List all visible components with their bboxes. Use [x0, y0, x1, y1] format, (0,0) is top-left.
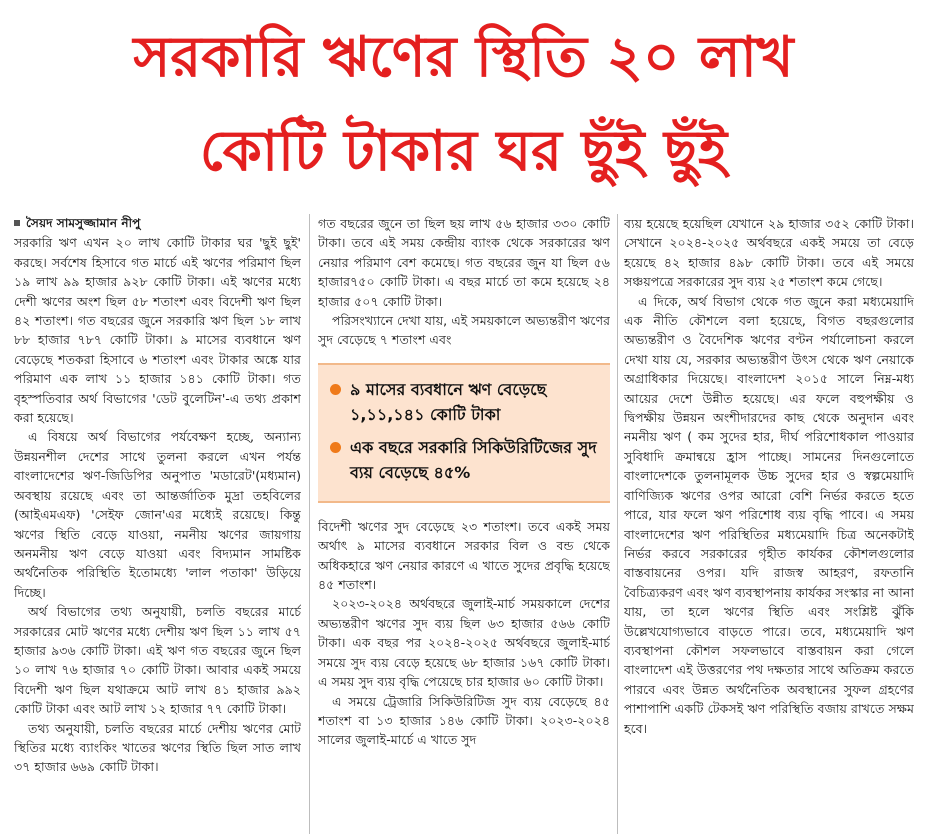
- paragraph: সরকারি ঋণ এখন ২০ লাখ কোটি টাকার ঘর 'ছুই ছুই' করছে। সর্বশেষ হিসাবে গত মার্চে এই ঋণের পরিমাণ ছিল ১৯ লাখ ৯৯ হাজার ৯২৮ কোটি টাকা। এই ঋণের মধ্যে দেশী ঋণের অংশ ছিল ৫৮ শতাংশ এবং বিদেশী ঋণ ছিল ৪২ শতাংশ। গত বছরের জুনে সরকারি ঋণ ছিল ১৮ লাখ ৮৮ হাজার ৭৮৭ কোটি টাকা। ৯ মাসের ব্যবধানে ঋণ বেড়েছে শতকরা হিসাবে ৬ শতাংশ এবং টাকার অঙ্কে যার পরিমাণ এক লাখ ১১ হাজার ১৪১ কোটি টাকা। গত বৃহস্পতিবার অর্থ বিভাগের 'ডেট বুলেটিন'-এ তথ্য প্রকাশ করা হয়েছে।: [14, 235, 301, 426]
- paragraph: ২০২৩-২০২৪ অর্থবছরে জুলাই-মার্চ সময়কালে দেশের অভ্যন্তরীণ ঋণের সুদ ব্যয় ছিল ৬৩ হাজার ৫৬৬ কোটি টাকা। এক বছর পর ২০২৪-২০২৫ অর্থবছরে জুলাই-মার্চ সময়ে সুদ ব্যয় বেড়ে হয়েছে ৬৮ হাজার ১৬৭ কোটি টাকা। এ সময় সুদ ব্যয় বৃদ্ধি পেয়েছে চার হাজার ৬০ কোটি টাকা।: [318, 596, 610, 690]
- column-divider: [617, 214, 618, 834]
- paragraph: ব্যয় হয়েছে হয়েছিল যেখানে ২৯ হাজার ৩৫২ কোটি টাকা। সেখানে ২০২৪-২০২৫ অর্থবছরে একই সময়ে তা বেড়ে হয়েছে ৪২ হাজার ৪৯৮ কোটি টাকা। তবে এই সময়ে সঞ্চয়পত্রে সরকারের সুদ ব্যয় ২৫ শতাংশ কমে গেছে।: [624, 216, 914, 290]
- headline-line-1: সরকারি ঋণের স্থিতি ২০ লাখ: [133, 25, 794, 90]
- byline: [14, 214, 301, 233]
- paragraph: এ দিকে, অর্থ বিভাগ থেকে গত জুনে করা মধ্যমেয়াদি এক নীতি কৌশলে বলা হয়েছে, বিগত বছরগুলোর অভ্যন্তরীণ ও বৈদেশিক ঋণের বণ্টন পর্যালোচনা করলে দেখা যায় যে, সরকার অভ্যন্তরীণ উৎস থেকে ঋণ নেয়াকে অগ্রাধিকার দিয়েছে। বাংলাদেশ ২০১৫ সালে নিম্ন-মধ্য আয়ের দেশে উন্নীত হয়েছে। এর ফলে বহুপক্ষীয় ও দ্বিপক্ষীয় উন্নয়ন অংশীদারদের কাছ থেকে অনুদান এবং নমনীয় ঋণ ( কম সুদের হার, দীর্ঘ পরিশোধকাল পাওয়ার সুবিধাদি ক্রমান্বয়ে হ্রাস পাচ্ছে। সামনের দিনগুলোতে বাংলাদেশকে তুলনামূলক উচ্চ সুদের হার ও স্বল্পমেয়াদি বাণিজ্যিক ঋণের ওপর আরো বেশি নির্ভর করতে হতে পারে, যার ফলে ঋণ পরিশোধ ব্যয় বৃদ্ধি পাবে। এ সময় বাংলাদেশের ঋণ পরিস্থিতির মধ্যমেয়াদি চিত্র অনেকটাই নির্ভর করবে সরকারের গৃহীত কার্যকর কৌশলগুলোর বাস্তবায়নের ওপর। যদি রাজস্ব আহরণ, রফতানি বৈচিত্র্যকরণ এবং ঋণ ব্যবস্থাপনায় কার্যকর সংস্কার না আনা যায়, তা হলে ঋণের স্থিতি এবং সংশ্লিষ্ট ঝুঁকি উল্লেখযোগ্যভাবে বাড়তে পারে। তবে, মধ্যমেয়াদি ঋণ ব্যবস্থাপনা কৌশল সফলভাবে বাস্তবায়ন করা গেলে বাংলাদেশ এই উত্তরণের পথ দক্ষতার সাথে অতিক্রম করতে পারবে এবং উন্নত অর্থনৈতিক অবস্থানের সুফল গ্রহণের পাশাপাশি একটি টেকসই ঋণ পরিস্থিতি বজায় রাখতে সক্ষম হবে।: [624, 293, 914, 736]
- bullet-dot-icon: [330, 442, 341, 453]
- paragraph: অর্থ বিভাগের তথ্য অনুযায়ী, চলতি বছরের মার্চে সরকারের মোট ঋণের মধ্যে দেশীয় ঋণ ছিল ১১ লাখ ৫৭ হাজার ৯৩৬ কোটি টাকা। এই ঋণ গত বছরের জুনে ছিল ১০ লাখ ৭৬ হাজার ৭০ কোটি টাকা। আবার একই সময়ে বিদেশী ঋণ ছিল যথাক্রমে আট লাখ ৪১ হাজার ৯৯২ কোটি টাকা এবং আট লাখ ১২ হাজার ৭৭ কোটি টাকা।: [14, 604, 301, 717]
- byline-author: সৈয়দ সামসুজ্জামান নীপু: [26, 216, 141, 230]
- callout-item: [326, 435, 602, 485]
- headline-line-2: কোটি টাকার ঘর ছুঁই ছুঁই: [199, 119, 728, 184]
- paragraph: তথ্য অনুযায়ী, চলতি বছরের মার্চে দেশীয় ঋণের মোট স্থিতির মধ্যে ব্যাংকিং খাতের ঋণের স্থিতি ছিল সাত লাখ ৩৭ হাজার ৬৬৯ কোটি টাকা।: [14, 720, 301, 775]
- callout-text: এক বছরে সরকারি সিকিউরিটিজের সুদ ব্যয় বেড়েছে ৪৫%: [350, 437, 597, 482]
- column-divider: [309, 214, 310, 834]
- bullet-dot-icon: [330, 384, 341, 395]
- highlight-callout: [318, 363, 610, 503]
- paragraph: বিদেশী ঋণের সুদ বেড়েছে ২৩ শতাংশ। তবে একই সময় অর্থাৎ ৯ মাসের ব্যবধানে সরকার বিল ও বন্ড থেকে অধিকহারে ঋণ নেয়ার কারণে এ খাতে সুদের প্রবৃদ্ধি হয়েছে ৪৫ শতাংশ।: [318, 518, 610, 593]
- paragraph: এ বিষয়ে অর্থ বিভাগের পর্যবেক্ষণ হচ্ছে, অন্যান্য উন্নয়নশীল দেশের সাথে তুলনা করলে এখন পর্যন্ত বাংলাদেশের ঋণ-জিডিপির অনুপাত 'মডারেট'(মধ্যমান) অবস্থায় রয়েছে এবং তা আন্তর্জাতিক মুদ্রা তহবিলের (আইএমএফ) 'সেইফ জোন'এর মধ্যেই রয়েছে। কিন্তু ঋণের স্থিতি বেড়ে যাওয়া, নমনীয় ঋণের জায়গায় অনমনীয় ঋণ বেড়ে যাওয়া এবং বিদ্যমান সামষ্টিক অর্থনৈতিক পরিস্থিতি ইতোমধ্যে 'লাল পতাকা' উড়িয়ে দিচ্ছে।: [14, 429, 301, 600]
- column-2: [318, 214, 610, 836]
- paragraph: পরিসংখ্যানে দেখা যায়, এই সময়কালে অভ্যন্তরীণ ঋণের সুদ বেড়েছে ৭ শতাংশ এবং: [318, 313, 610, 348]
- paragraph: গত বছরের জুনে তা ছিল ছয় লাখ ৫৬ হাজার ৩৩০ কোটি টাকা। তবে এই সময় কেন্দ্রীয় ব্যাংক থেকে সরকারের ঋণ নেয়ার পরিমাণ বেশ কমেছে। গত বছরের জুন যা ছিল ৫৬ হাজার৭৫০ কোটি টাকা। এ বছর মার্চে তা কমে হয়েছে ২৪ হাজার ৫০৭ কোটি টাকা।: [318, 216, 610, 309]
- callout-item: [326, 377, 602, 427]
- column-1: [14, 214, 301, 836]
- byline-marker-icon: [14, 220, 20, 226]
- paragraph: এ সময়ে ট্রেজারি সিকিউরিটিজ সুদ ব্যয় বেড়েছে ৪৫ শতাংশ বা ১৩ হাজার ১৪৬ কোটি টাকা। ২০২৩-২০২৪ সালের জুলাই-মার্চে এ খাতে সুদ: [318, 693, 610, 748]
- column-3: [624, 214, 914, 836]
- callout-text: ৯ মাসের ব্যবধানে ঋণ বেড়েছে ১,১১,১৪১ কোটি টাকা: [350, 379, 547, 424]
